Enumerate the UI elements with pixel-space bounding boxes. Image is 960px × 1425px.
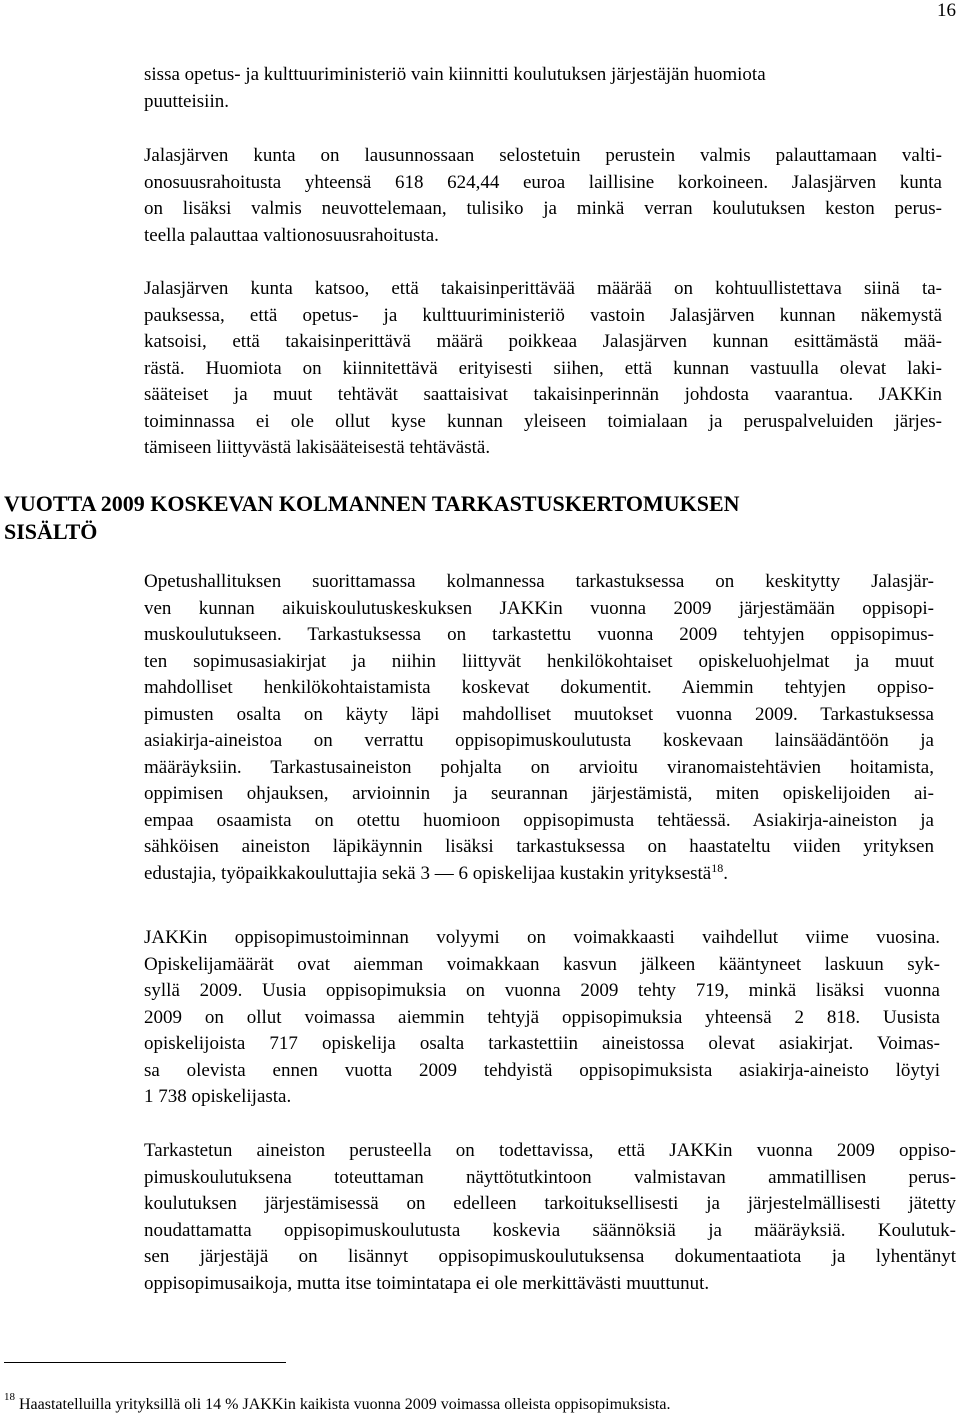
text-line: ten sopimusasiakirjat ja niihin liittyvät henkilökohtaiset opiskeluohjelmat ja muut bbox=[144, 650, 934, 672]
text-line: sen järjestäjä on lisännyt oppisopimuskoulutuksensa dokumentaatiota ja lyhentänyt bbox=[144, 1246, 956, 1267]
text-line: syllä 2009. Uusia oppisopimuksia on vuonna 2009 tehty 719, minkä lisäksi vuonna bbox=[144, 980, 940, 1001]
text-line: rästä. Huomiota on kiinnitettävä erityisesti siihen, että kunnan vastuulla olevat laki- bbox=[144, 357, 942, 379]
text-line: Jalasjärven kunta katsoo, että takaisinperittävää määrää on kohtuullistettava siinä ta- bbox=[144, 278, 942, 299]
text-line: sissa opetus- ja kulttuuriministeriö vain kiinnitti koulutuksen järjestäjän huomiota bbox=[144, 64, 766, 85]
text-line: Opetushallituksen suorittamassa kolmannessa tarkastuksessa on keskitytty Jalasjär- bbox=[144, 571, 934, 592]
paragraph-4 bbox=[144, 569, 934, 887]
text-line: teella palauttaa valtionosuusrahoitusta. bbox=[144, 224, 439, 246]
text-line: koulutuksen järjestämisessä on edelleen tarkoituksellisesti ja järjestelmällisesti jätetty bbox=[144, 1193, 956, 1214]
text-line: toiminnassa ei ole ollut kyse kunnan yleiseen toimialaan ja peruspalveluiden järjes- bbox=[144, 410, 942, 432]
paragraph-3 bbox=[144, 276, 942, 462]
paragraph-1 bbox=[144, 62, 924, 115]
text-line: asiakirja-aineistoa on verrattu oppisopimuskoulutusta koskevaan lainsäädäntöön ja bbox=[144, 730, 934, 751]
paragraph-2 bbox=[144, 143, 942, 249]
text-line: oppisopimusaikoja, mutta itse toimintatapa ei ole merkittävästi muuttunut. bbox=[144, 1272, 710, 1294]
text-line: noudattamatta oppisopimuskoulutusta koskevia säännöksiä ja määräyksiä. Koulutuk- bbox=[144, 1219, 956, 1241]
text-line-part: edustajia, työpaikkakouluttajia sekä 3 — 6 opiskelijaa kustakin yrityksestä bbox=[144, 862, 712, 884]
text-line: puutteisiin. bbox=[144, 90, 229, 112]
text-line: Opiskelijamäärät ovat aiemman voimakkaan kasvun jälkeen kääntyneet laskuun syk- bbox=[144, 953, 940, 975]
text-line: pimusten osalta on käyty läpi mahdolliset muutokset vuonna 2009. Tarkastuksessa bbox=[144, 703, 934, 725]
paragraph-6 bbox=[144, 1138, 956, 1297]
text-line: on lisäksi valmis neuvottelemaan, tulisiko ja minkä verran koulutuksen keston perus- bbox=[144, 198, 942, 219]
text-line: sääteiset ja muut tehtävät saattaisivat takaisinperinnän johdosta vaarantua. JAKKin bbox=[144, 384, 942, 405]
footnote-text: Haastatelluilla yrityksillä oli 14 % JAKKin kaikista vuonna 2009 voimassa olleista oppisopimuksista. bbox=[15, 1396, 671, 1413]
footnote-separator bbox=[4, 1362, 286, 1363]
text-line: sa olevista ennen vuotta 2009 tehdyistä oppisopimuksista asiakirja-aineisto löytyi bbox=[144, 1059, 940, 1081]
heading-line: SISÄLTÖ bbox=[4, 519, 98, 544]
text-line: Jalasjärven kunta on lausunnossaan selostetuin perustein valmis palauttamaan valti- bbox=[144, 145, 942, 166]
text-line: JAKKin oppisopimustoiminnan volyymi on voimakkaasti vaihdellut viime vuosina. bbox=[144, 927, 940, 948]
text-line: pimuskoulutuksena toteuttaman näyttötutkintoon valmistavan ammatillisen perus- bbox=[144, 1166, 956, 1188]
page-number: 16 bbox=[937, 0, 956, 21]
text-line: katsoisi, että takaisinperittävä määrä poikkeaa Jalasjärven kunnan esittämästä mää- bbox=[144, 331, 942, 352]
paragraph-5 bbox=[144, 925, 940, 1111]
text-line: empaa osaamista on otettu huomioon oppisopimusta tehtäessä. Asiakirja-aineiston ja bbox=[144, 809, 934, 831]
footnote-number: 18 bbox=[4, 1391, 15, 1403]
text-line: tämiseen liittyvästä lakisääteisestä tehtävästä. bbox=[144, 437, 491, 458]
text-line: opiskelijoista 717 opiskelija osalta tarkastettiin aineistossa olevat asiakirjat. Voimas- bbox=[144, 1033, 940, 1054]
text-line: onosuusrahoitusta yhteensä 618 624,44 euroa laillisine korkoineen. Jalasjärven kunta bbox=[144, 171, 942, 193]
text-line bbox=[144, 861, 934, 888]
text-line: mahdolliset henkilökohtaistamista koskevat dokumentit. Aiemmin tehtyjen opp​iso- bbox=[144, 677, 934, 698]
text-line: sähköisen aineiston läpikäynnin lisäksi tarkastuksessa on haastateltu viiden yrityksen bbox=[144, 836, 934, 857]
text-line: ven kunnan aikuiskoulutuskeskuksen JAKKin vuonna 2009 järjestämään oppisopi- bbox=[144, 597, 934, 619]
footnote bbox=[4, 1391, 671, 1416]
text-line: pauksessa, että opetus- ja kulttuuriministeriö vastoin Jalasjärven kunnan näkemystä bbox=[144, 304, 942, 326]
footnote-reference[interactable]: 18 bbox=[711, 860, 724, 875]
text-line: muskoulutukseen. Tarkastuksessa on tarkastettu vuonna 2009 tehtyjen oppisopimus- bbox=[144, 624, 934, 645]
text-line: 1 738 opiskelijasta. bbox=[144, 1086, 292, 1107]
text-line: Tarkastetun aineiston perusteella on todettavissa, että JAKKin vuonna 2009 oppiso- bbox=[144, 1140, 956, 1161]
text-line-part: . bbox=[723, 862, 728, 884]
heading-line: VUOTTA 2009 KOSKEVAN KOLMANNEN TARKASTUSKERTOMUKSEN bbox=[4, 491, 740, 516]
text-line: 2009 on ollut voimassa aiemmin tehtyjä oppisopimuksia yhteensä 2 818. Uusista bbox=[144, 1006, 940, 1028]
text-line: oppimisen ohjauksen, arvioinnin ja seurannan järjestämistä, miten opiskelijoiden ai- bbox=[144, 783, 934, 804]
text-line: määräyksiin. Tarkastusaineiston pohjalta on arvioitu viranomaistehtävien hoitamista, bbox=[144, 756, 934, 778]
section-heading bbox=[4, 490, 740, 546]
